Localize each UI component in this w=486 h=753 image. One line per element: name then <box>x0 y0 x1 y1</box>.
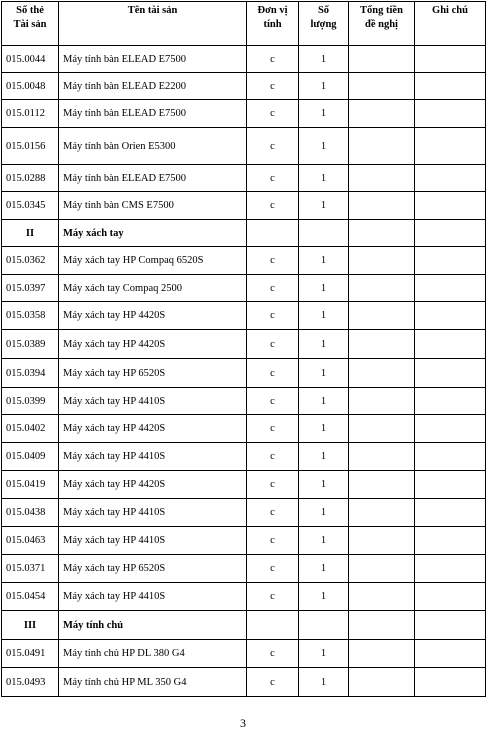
cell-quantity: 1 <box>299 443 349 471</box>
cell-quantity: 1 <box>299 128 349 165</box>
table-row <box>2 359 486 388</box>
table-row <box>2 415 486 443</box>
cell-asset-name: Máy tính bàn Orien E5300 <box>59 128 247 165</box>
table-row <box>2 499 486 527</box>
cell-unit: c <box>247 668 299 697</box>
cell-asset-code: 015.0491 <box>2 640 59 668</box>
cell-total-proposed <box>349 73 415 100</box>
cell-note <box>415 46 486 73</box>
cell-quantity <box>299 220 349 247</box>
table-row <box>2 668 486 697</box>
cell-note <box>415 302 486 330</box>
cell-quantity: 1 <box>299 46 349 73</box>
cell-asset-name: Máy xách tay HP 4420S <box>59 415 247 443</box>
cell-asset-code: 015.0358 <box>2 302 59 330</box>
cell-note <box>415 611 486 640</box>
cell-total-proposed <box>349 330 415 359</box>
cell-asset-code: 015.0048 <box>2 73 59 100</box>
cell-asset-name: Máy xách tay HP 4420S <box>59 330 247 359</box>
cell-asset-code: 015.0438 <box>2 499 59 527</box>
cell-note <box>415 247 486 275</box>
cell-quantity: 1 <box>299 330 349 359</box>
header-asset-code <box>2 2 59 46</box>
cell-asset-name: Máy xách tay HP 6520S <box>59 359 247 388</box>
cell-unit: c <box>247 555 299 583</box>
cell-unit: c <box>247 46 299 73</box>
header-asset-code-line2: Tài sản <box>13 19 47 30</box>
cell-quantity: 1 <box>299 275 349 302</box>
table-row <box>2 471 486 499</box>
cell-asset-code: 015.0493 <box>2 668 59 697</box>
cell-note <box>415 388 486 415</box>
table-row <box>2 275 486 302</box>
header-unit <box>247 2 299 46</box>
cell-unit: c <box>247 100 299 128</box>
cell-quantity: 1 <box>299 471 349 499</box>
cell-note <box>415 330 486 359</box>
cell-asset-name: Máy tính bàn ELEAD E2200 <box>59 73 247 100</box>
cell-unit: c <box>247 165 299 192</box>
cell-unit <box>247 220 299 247</box>
cell-total-proposed <box>349 471 415 499</box>
cell-quantity: 1 <box>299 247 349 275</box>
cell-total-proposed <box>349 388 415 415</box>
cell-asset-code: 015.0402 <box>2 415 59 443</box>
cell-asset-code: 015.0409 <box>2 443 59 471</box>
cell-quantity: 1 <box>299 165 349 192</box>
cell-asset-name: Máy tính bàn CMS E7500 <box>59 192 247 220</box>
cell-quantity: 1 <box>299 555 349 583</box>
cell-unit: c <box>247 640 299 668</box>
table-row <box>2 192 486 220</box>
cell-note <box>415 640 486 668</box>
cell-quantity: 1 <box>299 640 349 668</box>
cell-unit: c <box>247 499 299 527</box>
cell-note <box>415 220 486 247</box>
table-row <box>2 128 486 165</box>
cell-total-proposed <box>349 220 415 247</box>
cell-asset-name: Máy xách tay Compaq 2500 <box>59 275 247 302</box>
cell-asset-name: Máy tính bàn ELEAD E7500 <box>59 46 247 73</box>
cell-unit: c <box>247 128 299 165</box>
cell-asset-code: 015.0371 <box>2 555 59 583</box>
cell-quantity: 1 <box>299 73 349 100</box>
cell-asset-name: Máy xách tay HP 4420S <box>59 471 247 499</box>
cell-note <box>415 192 486 220</box>
cell-note <box>415 583 486 611</box>
table-row <box>2 388 486 415</box>
cell-asset-code: III <box>2 611 59 640</box>
cell-unit: c <box>247 302 299 330</box>
cell-unit: c <box>247 583 299 611</box>
cell-asset-code: 015.0156 <box>2 128 59 165</box>
cell-asset-code: 015.0419 <box>2 471 59 499</box>
cell-asset-name: Máy xách tay HP 4410S <box>59 443 247 471</box>
table-row <box>2 46 486 73</box>
cell-asset-name: Máy xách tay HP 4410S <box>59 499 247 527</box>
cell-asset-name: Máy tính chủ HP DL 380 G4 <box>59 640 247 668</box>
cell-unit: c <box>247 388 299 415</box>
cell-total-proposed <box>349 640 415 668</box>
cell-total-proposed <box>349 527 415 555</box>
cell-note <box>415 555 486 583</box>
section-row <box>2 220 486 247</box>
cell-asset-code: 015.0112 <box>2 100 59 128</box>
cell-total-proposed <box>349 668 415 697</box>
cell-note <box>415 443 486 471</box>
asset-table <box>1 1 486 697</box>
cell-asset-code: 015.0044 <box>2 46 59 73</box>
cell-total-proposed <box>349 128 415 165</box>
cell-asset-code: 015.0389 <box>2 330 59 359</box>
header-asset-name: Tên tài sản <box>59 2 247 46</box>
cell-asset-code: 015.0288 <box>2 165 59 192</box>
asset-table-body <box>2 46 486 697</box>
cell-asset-code: 015.0399 <box>2 388 59 415</box>
cell-note <box>415 128 486 165</box>
page-number: 3 <box>240 716 246 730</box>
section-row <box>2 611 486 640</box>
cell-unit: c <box>247 192 299 220</box>
table-row <box>2 165 486 192</box>
cell-unit: c <box>247 359 299 388</box>
cell-asset-name: Máy tính bàn ELEAD E7500 <box>59 100 247 128</box>
table-row <box>2 443 486 471</box>
cell-total-proposed <box>349 611 415 640</box>
header-quantity-line1: Số <box>317 5 330 16</box>
table-row <box>2 100 486 128</box>
cell-asset-code: 015.0397 <box>2 275 59 302</box>
cell-unit: c <box>247 527 299 555</box>
cell-unit: c <box>247 415 299 443</box>
header-total-proposed <box>349 2 415 46</box>
cell-asset-name: Máy tính chủ <box>59 611 247 640</box>
cell-asset-code: 015.0362 <box>2 247 59 275</box>
cell-total-proposed <box>349 302 415 330</box>
table-row <box>2 247 486 275</box>
cell-asset-code: 015.0454 <box>2 583 59 611</box>
cell-note <box>415 275 486 302</box>
cell-unit: c <box>247 275 299 302</box>
cell-unit: c <box>247 471 299 499</box>
cell-asset-code: 015.0463 <box>2 527 59 555</box>
cell-asset-code: 015.0345 <box>2 192 59 220</box>
cell-total-proposed <box>349 275 415 302</box>
cell-asset-code: II <box>2 220 59 247</box>
cell-unit: c <box>247 247 299 275</box>
cell-total-proposed <box>349 499 415 527</box>
cell-total-proposed <box>349 443 415 471</box>
table-row <box>2 302 486 330</box>
table-row <box>2 583 486 611</box>
cell-quantity: 1 <box>299 388 349 415</box>
cell-quantity: 1 <box>299 415 349 443</box>
cell-quantity: 1 <box>299 499 349 527</box>
header-quantity <box>299 2 349 46</box>
cell-note <box>415 415 486 443</box>
cell-asset-name: Máy tính bàn ELEAD E7500 <box>59 165 247 192</box>
header-unit-line2: tính <box>263 19 282 30</box>
header-total-line2: đề nghị <box>365 19 398 30</box>
cell-unit: c <box>247 443 299 471</box>
cell-asset-name: Máy xách tay HP Compaq 6520S <box>59 247 247 275</box>
cell-total-proposed <box>349 415 415 443</box>
cell-note <box>415 100 486 128</box>
cell-note <box>415 165 486 192</box>
table-row <box>2 73 486 100</box>
cell-unit: c <box>247 330 299 359</box>
cell-quantity: 1 <box>299 583 349 611</box>
header-note: Ghi chú <box>415 2 486 46</box>
cell-note <box>415 668 486 697</box>
cell-total-proposed <box>349 100 415 128</box>
cell-total-proposed <box>349 165 415 192</box>
cell-quantity: 1 <box>299 359 349 388</box>
cell-asset-name: Máy xách tay HP 4420S <box>59 302 247 330</box>
cell-unit <box>247 611 299 640</box>
cell-asset-name: Máy xách tay HP 6520S <box>59 555 247 583</box>
cell-unit: c <box>247 73 299 100</box>
cell-total-proposed <box>349 247 415 275</box>
cell-total-proposed <box>349 46 415 73</box>
header-total-line1: Tổng tiền <box>360 5 403 16</box>
cell-quantity: 1 <box>299 302 349 330</box>
cell-asset-name: Máy xách tay HP 4410S <box>59 527 247 555</box>
cell-total-proposed <box>349 555 415 583</box>
cell-note <box>415 499 486 527</box>
cell-note <box>415 527 486 555</box>
table-row <box>2 555 486 583</box>
cell-asset-code: 015.0394 <box>2 359 59 388</box>
header-asset-code-line1: Số thẻ <box>16 5 44 16</box>
table-row <box>2 640 486 668</box>
cell-asset-name: Máy xách tay HP 4410S <box>59 583 247 611</box>
cell-quantity <box>299 611 349 640</box>
cell-total-proposed <box>349 359 415 388</box>
cell-note <box>415 471 486 499</box>
cell-asset-name: Máy xách tay HP 4410S <box>59 388 247 415</box>
header-quantity-line2: lượng <box>310 19 337 30</box>
table-row <box>2 330 486 359</box>
table-header-row <box>2 2 486 46</box>
header-unit-line1: Đơn vị <box>257 5 288 16</box>
table-row <box>2 527 486 555</box>
cell-note <box>415 73 486 100</box>
cell-quantity: 1 <box>299 192 349 220</box>
cell-asset-name: Máy tính chủ HP ML 350 G4 <box>59 668 247 697</box>
cell-total-proposed <box>349 583 415 611</box>
cell-asset-name: Máy xách tay <box>59 220 247 247</box>
cell-total-proposed <box>349 192 415 220</box>
cell-note <box>415 359 486 388</box>
cell-quantity: 1 <box>299 527 349 555</box>
cell-quantity: 1 <box>299 100 349 128</box>
cell-quantity: 1 <box>299 668 349 697</box>
